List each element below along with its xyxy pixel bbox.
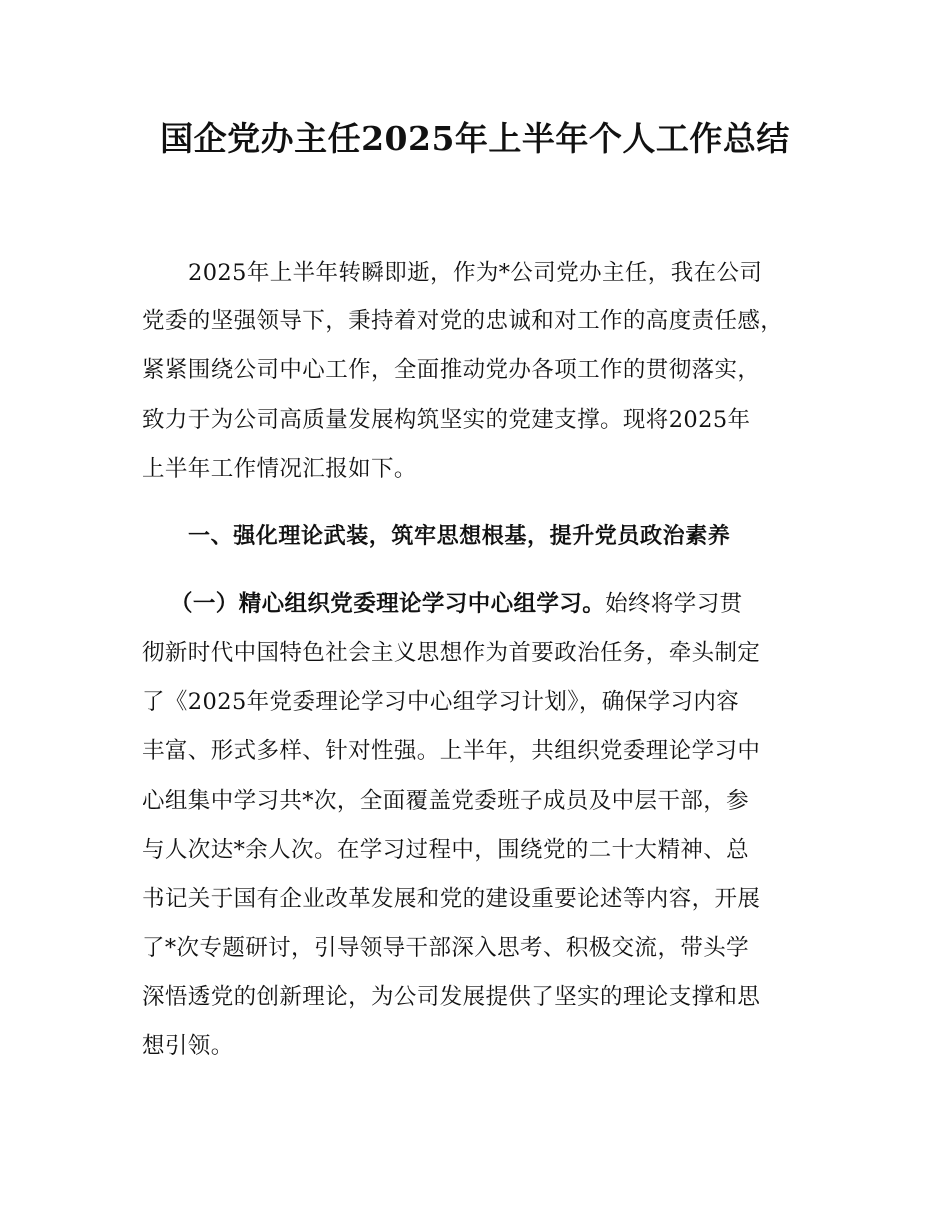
subsection-line: 了《2025年党委理论学习中心组学习计划》，确保学习内容 bbox=[142, 689, 740, 715]
subsection-line: 与人次达*余人次。在学习过程中，围绕党的二十大精神、总 bbox=[142, 837, 750, 863]
subsection-line: 丰富、形式多样、针对性强。上半年，共组织党委理论学习中 bbox=[142, 738, 761, 764]
subsection-line: 想引领。 bbox=[142, 1033, 234, 1059]
intro-line: 上半年工作情况汇报如下。 bbox=[142, 456, 417, 482]
intro-line: 紧紧围绕公司中心工作，全面推动党办各项工作的贯彻落实， bbox=[142, 357, 761, 383]
intro-line: 2025年上半年转瞬即逝，作为*公司党办主任，我在公司 bbox=[188, 260, 763, 286]
subsection-line: 彻新时代中国特色社会主义思想作为首要政治任务，牵头制定 bbox=[142, 640, 761, 666]
intro-line: 党委的坚强领导下，秉持着对党的忠诚和对工作的高度责任感， bbox=[142, 308, 784, 334]
document-title: 国企党办主任2025年上半年个人工作总结 bbox=[160, 119, 790, 158]
subsection-first-line bbox=[170, 589, 743, 619]
section-heading: 一、强化理论武装，筑牢思想根基，提升党员政治素养 bbox=[188, 524, 731, 549]
subsection-line: 深悟透党的创新理论，为公司发展提供了坚实的理论支撑和思 bbox=[142, 984, 761, 1010]
subsection-heading: （一）精心组织党委理论学习中心组学习。 bbox=[170, 591, 606, 617]
subsection-line: 了*次专题研讨，引导领导干部深入思考、积极交流，带头学 bbox=[142, 935, 750, 961]
intro-line: 致力于为公司高质量发展构筑坚实的党建支撑。现将2025年 bbox=[142, 407, 751, 433]
subsection-first-line-rest: 始终将学习贯 bbox=[605, 591, 743, 617]
subsection-line: 书记关于国有企业改革发展和党的建设重要论述等内容，开展 bbox=[142, 886, 761, 912]
subsection-line: 心组集中学习共*次，全面覆盖党委班子成员及中层干部，参 bbox=[142, 788, 750, 814]
